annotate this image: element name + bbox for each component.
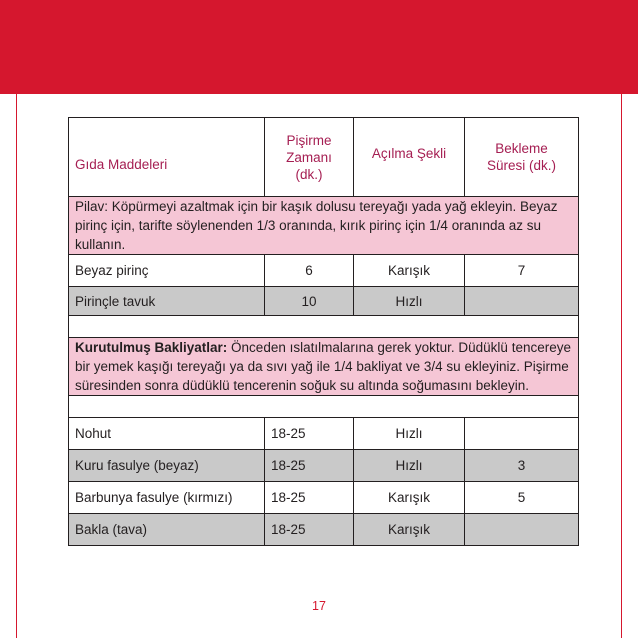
table-row xyxy=(69,514,579,546)
table-row xyxy=(69,482,579,514)
legume-note xyxy=(69,338,579,396)
food-name: Bakla (tava) xyxy=(69,514,265,546)
table-row xyxy=(69,255,579,287)
cooking-time-table xyxy=(68,117,579,546)
waiting-time: 7 xyxy=(465,255,579,287)
table-row xyxy=(69,287,579,316)
food-name: Barbunya fasulye (kırmızı) xyxy=(69,482,265,514)
waiting-time xyxy=(465,514,579,546)
cooking-time: 18-25 xyxy=(265,450,354,482)
waiting-time: 3 xyxy=(465,450,579,482)
top-color-band xyxy=(0,0,638,94)
spacer-cell xyxy=(69,316,579,338)
legume-note-row xyxy=(69,338,579,396)
release-method: Karışık xyxy=(354,482,465,514)
spacer-cell xyxy=(69,396,579,418)
page-frame-left xyxy=(16,94,17,638)
header-cooking-time xyxy=(265,118,354,197)
food-name: Beyaz pirinç xyxy=(69,255,265,287)
cooking-time: 18-25 xyxy=(265,514,354,546)
header-cooking-time-line1: Pişirme xyxy=(286,132,332,148)
legume-note-title: Kurutulmuş Bakliyatlar: xyxy=(75,340,228,355)
table-row xyxy=(69,418,579,450)
food-name: Kuru fasulye (beyaz) xyxy=(69,450,265,482)
release-method: Hızlı xyxy=(354,418,465,450)
waiting-time: 5 xyxy=(465,482,579,514)
header-cooking-time-line2: Zamanı xyxy=(286,149,332,165)
table-row xyxy=(69,450,579,482)
cooking-time: 18-25 xyxy=(265,482,354,514)
page-frame-right xyxy=(621,94,622,638)
rice-note-row xyxy=(69,197,579,255)
release-method: Hızlı xyxy=(354,287,465,316)
cooking-time: 10 xyxy=(265,287,354,316)
header-cooking-time-line3: (dk.) xyxy=(295,166,323,182)
waiting-time xyxy=(465,287,579,316)
rice-note: Pilav: Köpürmeyi azaltmak için bir kaşık dolusu tereyağı yada yağ ekleyin. Beyaz pirinç için, tarifte söylenenden 1/3 oranında, kırık pirinç için 1/4 oranında az su kullanın. xyxy=(69,197,579,255)
cooking-time: 18-25 xyxy=(265,418,354,450)
header-waiting-time xyxy=(465,118,579,197)
waiting-time xyxy=(465,418,579,450)
release-method: Karışık xyxy=(354,255,465,287)
legume-note-text: Önceden ıslatılmalarına gerek yoktur. Düdüklü tencereye bir yemek kaşığı tereyağı ya da sıvı yağ ile 1/4 bakliyat ve 3/4 su ekleyiniz. Pişirme süresinden sonra düdüklü tencerenin soğuk su altında soğumasını bekleyin. xyxy=(75,340,571,393)
header-waiting-time-line2: Süresi (dk.) xyxy=(486,158,557,173)
table-header-row xyxy=(69,118,579,197)
spacer-row xyxy=(69,396,579,418)
food-name: Nohut xyxy=(69,418,265,450)
food-name: Pirinçle tavuk xyxy=(69,287,265,316)
cooking-time: 6 xyxy=(265,255,354,287)
release-method: Karışık xyxy=(354,514,465,546)
release-method: Hızlı xyxy=(354,450,465,482)
page-number: 17 xyxy=(312,599,326,613)
spacer-row xyxy=(69,316,579,338)
header-food-items: Gıda Maddeleri xyxy=(69,118,265,197)
header-release-method: Açılma Şekli xyxy=(354,118,465,197)
header-waiting-time-line1: Bekleme xyxy=(495,141,548,156)
